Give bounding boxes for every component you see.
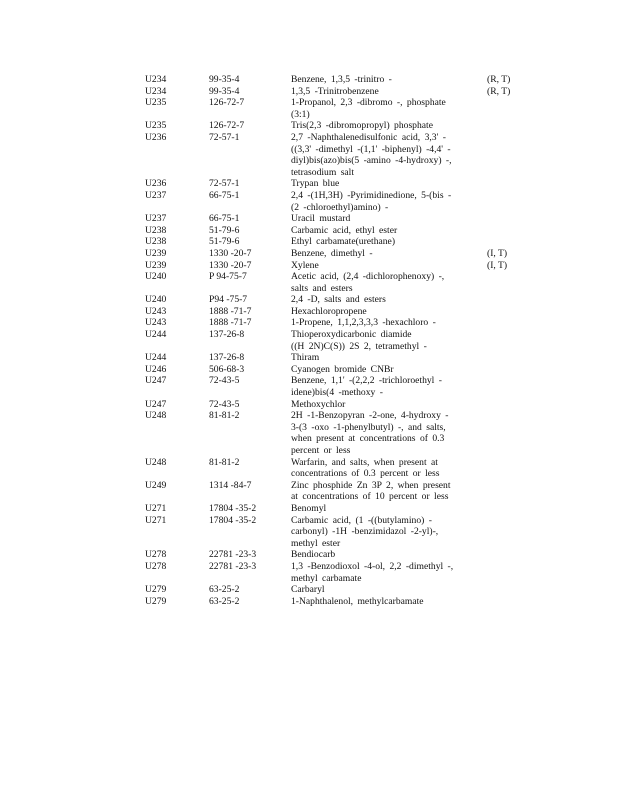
table-row (145, 399, 525, 411)
substance-name (291, 294, 487, 306)
waste-code: U247 (145, 375, 167, 387)
waste-code: U278 (145, 549, 167, 561)
table-row (145, 515, 525, 550)
table-row (145, 190, 525, 213)
waste-code: U236 (145, 131, 167, 143)
hazard-code: (I, T) (487, 259, 508, 271)
substance-name (291, 596, 487, 608)
substance-name-line: Thioperoxydicarbonic diamide (291, 329, 412, 341)
substance-name-line: Thiram (291, 352, 320, 364)
cas-number: 72-43-5 (209, 375, 240, 387)
hazard-code (487, 457, 525, 480)
table-row (145, 236, 525, 248)
substance-name (291, 549, 487, 561)
substance-name (291, 561, 487, 584)
substance-name (291, 375, 487, 398)
cas-number: 99-35-4 (209, 85, 240, 97)
substance-name (291, 399, 487, 411)
table-row (145, 248, 525, 260)
substance-name-line: Cyanogen bromide CNBr (291, 363, 394, 375)
cas-number: 81-81-2 (209, 456, 240, 468)
table-row (145, 225, 525, 237)
waste-code: U237 (145, 189, 167, 201)
hazard-code (487, 329, 525, 352)
cas-number: 1888 -71-7 (209, 317, 252, 329)
substance-name-line: Benzene, dimethyl - (291, 247, 373, 259)
substance-name-line: (3:1) (291, 108, 310, 120)
waste-code: U234 (145, 74, 167, 85)
table-row (145, 260, 525, 272)
table-row (145, 503, 525, 515)
substance-name (291, 248, 487, 260)
table-row (145, 480, 525, 503)
table-row (145, 584, 525, 596)
substance-name (291, 260, 487, 272)
cas-number: 1314 -84-7 (209, 479, 252, 491)
hazard-code (487, 399, 525, 411)
substance-name-line: Trypan blue (291, 178, 340, 190)
substance-name (291, 457, 487, 480)
cas-number: 137-26-8 (209, 352, 245, 364)
substance-name-line: Carbamic acid, (1 -((butylamino) - (291, 514, 432, 526)
table-row (145, 549, 525, 561)
hazard-code (487, 410, 525, 456)
waste-code: U271 (145, 502, 167, 514)
substance-name (291, 503, 487, 515)
cas-number: 63-25-2 (209, 584, 240, 596)
table-row (145, 375, 525, 398)
substance-name (291, 178, 487, 190)
waste-code: U235 (145, 97, 167, 109)
substance-name-line: (2 -chloroethyl)amino) - (291, 201, 389, 213)
substance-name-line: methyl carbamate (291, 572, 362, 584)
cas-number: 63-25-2 (209, 595, 240, 607)
cas-number: 17804 -35-2 (209, 502, 257, 514)
substance-name-line: at concentrations of 10 percent or less (291, 491, 449, 503)
table-row (145, 317, 525, 329)
table-row (145, 294, 525, 306)
hazard-code (487, 225, 525, 237)
waste-code: U278 (145, 560, 167, 572)
cas-number: 72-57-1 (209, 131, 240, 143)
substance-name-line: 1,3 -Benzodioxol -4-ol, 2,2 -dimethyl -, (291, 560, 454, 572)
waste-code: U238 (145, 236, 167, 248)
substance-name-line: methyl ester (291, 537, 341, 549)
substance-name (291, 317, 487, 329)
hazard-code: (I, T) (487, 247, 508, 259)
hazard-code (487, 549, 525, 561)
waste-code: U244 (145, 352, 167, 364)
waste-code: U249 (145, 479, 167, 491)
cas-number: 1330 -20-7 (209, 259, 252, 271)
substance-name-line: Carbamic acid, ethyl ester (291, 224, 398, 236)
cas-number: 99-35-4 (209, 74, 240, 85)
substance-name-line: Ethyl carbamate(urethane) (291, 236, 396, 248)
substance-name-line: 1-Propanol, 2,3 -dibromo -, phosphate (291, 97, 446, 109)
substance-name-line: salts and esters (291, 282, 353, 294)
substance-name-line: diyl)bis(azo)bis(5 -amino -4-hydroxy) -, (291, 155, 452, 167)
substance-name-line: when present at concentrations of 0.3 (291, 433, 445, 445)
cas-number: 1330 -20-7 (209, 247, 252, 259)
substance-name-line: Uracil mustard (291, 213, 351, 225)
substance-name-line: Zinc phosphide Zn 3P 2, when present (291, 479, 451, 491)
substance-name-line: concentrations of 0.3 percent or less (291, 468, 440, 480)
table-row (145, 86, 525, 98)
substance-name-line: 2,7 -Naphthalenedisulfonic acid, 3,3' - (291, 131, 446, 143)
waste-code: U239 (145, 259, 167, 271)
table-row (145, 213, 525, 225)
cas-number: 72-43-5 (209, 398, 240, 410)
cas-number: 137-26-8 (209, 329, 245, 341)
substance-name (291, 306, 487, 318)
cas-number: 22781 -23-3 (209, 560, 257, 572)
cas-number: 1888 -71-7 (209, 305, 252, 317)
substance-name-line: Acetic acid, (2,4 -dichlorophenoxy) -, (291, 271, 445, 283)
substance-name (291, 74, 487, 86)
substance-name-line: Benzene, 1,3,5 -trinitro - (291, 74, 392, 85)
waste-code: U279 (145, 584, 167, 596)
hazard-code (487, 213, 525, 225)
substance-name-line: Xylene (291, 259, 319, 271)
waste-code: U244 (145, 329, 167, 341)
waste-code: U279 (145, 595, 167, 607)
table-row (145, 329, 525, 352)
substance-name-line: carbonyl) -1H -benzimidazol -2-yl)-, (291, 526, 439, 538)
substance-name-line: Methoxychlor (291, 398, 346, 410)
substance-name-line: 2,4 -(1H,3H) -Pyrimidinedione, 5-(bis - (291, 189, 452, 201)
substance-name (291, 271, 487, 294)
table-row (145, 178, 525, 190)
table-row (145, 364, 525, 376)
substance-name-line: 1,3,5 -Trinitrobenzene (291, 85, 379, 97)
waste-code: U234 (145, 85, 167, 97)
substance-name-line: ((H 2N)C(S)) 2S 2, tetramethyl - (291, 340, 427, 352)
substance-name-line: 1-Propene, 1,1,2,3,3,3 -hexachloro - (291, 317, 436, 329)
cas-number: 506-68-3 (209, 363, 245, 375)
waste-code: U246 (145, 363, 167, 375)
substance-name (291, 329, 487, 352)
waste-code: U240 (145, 294, 167, 306)
substance-name (291, 480, 487, 503)
substance-name-line: Hexachloropropene (291, 305, 367, 317)
substance-name-line: percent or less (291, 445, 351, 456)
cas-number: 22781 -23-3 (209, 549, 257, 561)
substance-name-line: tetrasodium salt (291, 166, 355, 178)
substance-name (291, 190, 487, 213)
substance-name (291, 515, 487, 550)
substance-name-line: Tris(2,3 -dibromopropyl) phosphate (291, 120, 433, 132)
table-row (145, 74, 525, 86)
hazard-code (487, 352, 525, 364)
substance-name (291, 364, 487, 376)
substance-name-line: idene)bis(4 -methoxy - (291, 387, 383, 399)
substance-name-line: ((3,3' -dimethyl -(1,1' -biphenyl) -4,4' - (291, 143, 451, 155)
waste-code: U243 (145, 317, 167, 329)
substance-name-line: 2,4 -D, salts and esters (291, 294, 386, 306)
hazard-code: (R, T) (487, 85, 511, 97)
table-row (145, 457, 525, 480)
substance-name (291, 584, 487, 596)
cas-number: 51-79-6 (209, 236, 240, 248)
cas-number: 51-79-6 (209, 224, 240, 236)
cas-number: 66-75-1 (209, 213, 240, 225)
substance-name-line: Benomyl (291, 502, 327, 514)
hazard-code (487, 236, 525, 248)
substance-name-line: 3-(3 -oxo -1-phenylbutyl) -, and salts, (291, 421, 446, 433)
waste-code: U238 (145, 224, 167, 236)
hazard-code (487, 190, 525, 213)
substance-name-line: Warfarin, and salts, when present at (291, 456, 438, 468)
substance-name (291, 213, 487, 225)
cas-number: 126-72-7 (209, 97, 245, 109)
hazard-code (487, 97, 525, 120)
substance-name (291, 97, 487, 120)
cas-number: 66-75-1 (209, 189, 240, 201)
substance-name (291, 120, 487, 132)
cas-number: 17804 -35-2 (209, 514, 257, 526)
table-row (145, 132, 525, 178)
substance-name (291, 410, 487, 456)
substance-name (291, 132, 487, 178)
table-row (145, 596, 525, 608)
hazard-code (487, 596, 525, 608)
hazard-code (487, 178, 525, 190)
cas-number: 126-72-7 (209, 120, 245, 132)
cas-number: 72-57-1 (209, 178, 240, 190)
hazardous-waste-table (145, 74, 525, 607)
table-row (145, 410, 525, 456)
waste-code: U236 (145, 178, 167, 190)
waste-code: U237 (145, 213, 167, 225)
cas-number: P 94-75-7 (209, 271, 247, 283)
hazard-code (487, 364, 525, 376)
hazard-code (487, 480, 525, 503)
hazard-code (487, 271, 525, 294)
table-row (145, 561, 525, 584)
hazard-code (487, 503, 525, 515)
hazard-code (487, 294, 525, 306)
hazard-code: (R, T) (487, 74, 511, 85)
substance-name (291, 86, 487, 98)
waste-code: U247 (145, 398, 167, 410)
substance-name-line: 1-Naphthalenol, methylcarbamate (291, 595, 424, 607)
table-row (145, 97, 525, 120)
hazard-code (487, 317, 525, 329)
table-row (145, 120, 525, 132)
waste-code: U239 (145, 247, 167, 259)
table-row (145, 271, 525, 294)
waste-code: U248 (145, 410, 167, 422)
table-row (145, 352, 525, 364)
substance-name (291, 352, 487, 364)
waste-code: U248 (145, 456, 167, 468)
waste-code: U235 (145, 120, 167, 132)
substance-name (291, 236, 487, 248)
cas-number: 81-81-2 (209, 410, 240, 422)
substance-name (291, 225, 487, 237)
substance-name-line: Benzene, 1,1' -(2,2,2 -trichloroethyl - (291, 375, 442, 387)
hazard-code (487, 515, 525, 550)
cas-number: P94 -75-7 (209, 294, 248, 306)
table-row (145, 306, 525, 318)
hazard-code (487, 375, 525, 398)
hazard-code (487, 306, 525, 318)
substance-name-line: 2H -1-Benzopyran -2-one, 4-hydroxy - (291, 410, 449, 422)
hazard-code (487, 132, 525, 178)
waste-code: U271 (145, 514, 167, 526)
substance-name-line: Bendiocarb (291, 549, 336, 561)
hazard-code (487, 120, 525, 132)
waste-code: U240 (145, 271, 167, 283)
hazard-code (487, 561, 525, 584)
hazard-code (487, 584, 525, 596)
waste-code: U243 (145, 305, 167, 317)
substance-name-line: Carbaryl (291, 584, 325, 596)
